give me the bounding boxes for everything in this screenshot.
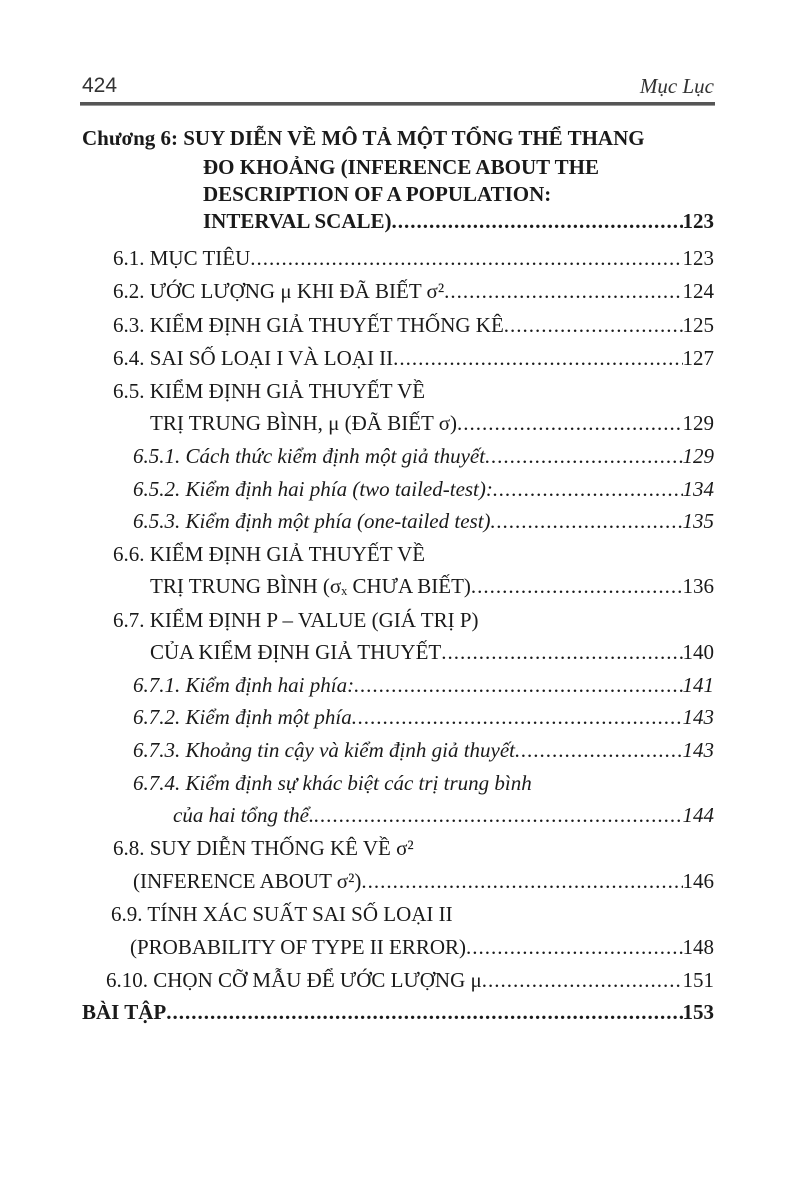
toc-page-number: 136 xyxy=(682,574,714,598)
toc-page-number: 143 xyxy=(682,738,714,762)
toc-entry-title: ĐO KHOẢNG (INFERENCE ABOUT THE xyxy=(203,155,599,179)
toc-page-number: 129 xyxy=(682,411,714,435)
toc-page-number: 123 xyxy=(682,209,714,233)
dot-leader xyxy=(457,409,682,437)
toc-entry-title: 6.5.1. Cách thức kiểm định một giả thuyết xyxy=(133,444,486,468)
toc-entry-title: BÀI TẬP xyxy=(82,1000,167,1024)
toc-entry xyxy=(133,475,714,503)
toc-entry-line xyxy=(113,377,425,405)
toc-entry-title: INTERVAL SCALE) xyxy=(203,209,392,233)
toc-page-number: 146 xyxy=(682,869,714,893)
toc-page-number: 143 xyxy=(682,705,714,729)
toc-page-number: 148 xyxy=(682,935,714,959)
dot-leader xyxy=(441,638,682,666)
toc-page-number: 134 xyxy=(682,477,714,501)
toc-entry-title: 6.8. SUY DIỄN THỐNG KÊ VỀ σ² xyxy=(113,836,414,860)
toc-entry-title: TRỊ TRUNG BÌNH (σₓ CHƯA BIẾT) xyxy=(150,574,471,598)
dot-leader xyxy=(485,442,682,470)
toc-entry-line xyxy=(111,900,453,928)
dot-leader xyxy=(482,966,683,994)
toc-entry-title: 6.6. KIỂM ĐỊNH GIẢ THUYẾT VỀ xyxy=(113,542,426,566)
dot-leader xyxy=(250,244,682,272)
toc-entry-title: 6.9. TÍNH XÁC SUẤT SAI SỐ LOẠI II xyxy=(111,902,453,926)
toc-entry xyxy=(82,998,714,1026)
toc-entry xyxy=(173,801,714,829)
toc-entry-title: 6.2. ƯỚC LƯỢNG μ KHI ĐÃ BIẾT σ² xyxy=(113,279,445,303)
toc-page-number: 140 xyxy=(682,640,714,664)
toc-page-number: 144 xyxy=(682,803,714,827)
dot-leader xyxy=(393,344,682,372)
toc-page-number: 151 xyxy=(682,968,714,992)
toc-entry xyxy=(113,344,714,372)
dot-leader xyxy=(392,207,683,235)
toc-entry xyxy=(133,867,714,895)
toc-entry xyxy=(150,409,714,437)
dot-leader xyxy=(314,801,682,829)
dot-leader xyxy=(352,703,683,731)
toc-entry-title: (PROBABILITY OF TYPE II ERROR) xyxy=(130,935,467,959)
toc-entry xyxy=(130,933,714,961)
toc-entry xyxy=(133,442,714,470)
toc-entry xyxy=(113,277,714,305)
dot-leader xyxy=(166,998,682,1026)
toc-entry-title: CỦA KIỂM ĐỊNH GIẢ THUYẾT xyxy=(150,640,442,664)
toc-entry-line xyxy=(113,540,425,568)
toc-page-number: 125 xyxy=(682,313,714,337)
toc-entry-title: DESCRIPTION OF A POPULATION: xyxy=(203,182,552,206)
toc-entry xyxy=(150,638,714,666)
toc-entry-title: 6.7.4. Kiểm định sự khác biệt các trị trung bình xyxy=(133,771,532,795)
dot-leader xyxy=(471,572,683,600)
page-number: 424 xyxy=(82,74,118,97)
toc-entry-title: TRỊ TRUNG BÌNH, μ (ĐÃ BIẾT σ) xyxy=(150,411,458,435)
toc-entry xyxy=(113,244,714,272)
dot-leader xyxy=(493,475,683,503)
toc-page-number: 153 xyxy=(682,1000,714,1024)
toc-entry xyxy=(203,207,714,235)
toc-entry xyxy=(133,736,714,764)
toc-entry-line xyxy=(82,124,645,152)
toc-entry xyxy=(133,703,714,731)
toc-entry xyxy=(133,671,714,699)
toc-page-number: 129 xyxy=(682,444,714,468)
running-header-title: Mục Lục xyxy=(639,74,714,98)
header-rule xyxy=(80,102,715,106)
toc-entry-title: 6.7.2. Kiểm định một phía xyxy=(133,705,352,729)
toc-entry-title: 6.7.1. Kiểm định hai phía: xyxy=(133,673,355,697)
toc-entry-title: của hai tổng thể. xyxy=(173,803,315,827)
toc-entry-title: 6.10. CHỌN CỠ MẪU ĐỂ ƯỚC LƯỢNG μ xyxy=(106,968,482,992)
toc-entry xyxy=(106,966,714,994)
toc-page-number: 124 xyxy=(682,279,714,303)
toc-entry-title: 6.5.3. Kiểm định một phía (one-tailed test) xyxy=(133,509,491,533)
toc-entry xyxy=(113,311,714,339)
dot-leader xyxy=(466,933,682,961)
toc-page-number: 127 xyxy=(682,346,714,370)
toc-entry-title: (INFERENCE ABOUT σ²) xyxy=(133,869,362,893)
toc-entry xyxy=(133,507,714,535)
toc-entry-title: 6.7.3. Khoảng tin cậy và kiểm định giả thuyết xyxy=(133,738,516,762)
toc-entry-line xyxy=(113,834,414,862)
dot-leader xyxy=(515,736,682,764)
toc-entry-title: 6.7. KIỂM ĐỊNH P – VALUE (GIÁ TRỊ P) xyxy=(113,608,479,632)
toc-entry-line xyxy=(203,180,551,208)
toc-page-number: 141 xyxy=(682,673,714,697)
toc-entry-title: Chương 6: SUY DIỄN VỀ MÔ TẢ MỘT TỔNG THỂ THANG xyxy=(82,126,645,150)
toc-entry-title: 6.1. MỤC TIÊU xyxy=(113,246,251,270)
toc-entry-title: 6.3. KIỂM ĐỊNH GIẢ THUYẾT THỐNG KÊ xyxy=(113,313,504,337)
toc-page-number: 135 xyxy=(682,509,714,533)
toc-entry-line xyxy=(203,153,599,181)
dot-leader xyxy=(354,671,682,699)
dot-leader xyxy=(504,311,683,339)
toc-entry-title: 6.5.2. Kiểm định hai phía (two tailed-test): xyxy=(133,477,493,501)
toc-entry-line xyxy=(113,606,479,634)
toc-page-number: 123 xyxy=(682,246,714,270)
toc-entry xyxy=(150,572,714,600)
toc-entry-title: 6.5. KIỂM ĐỊNH GIẢ THUYẾT VỀ xyxy=(113,379,426,403)
dot-leader xyxy=(361,867,682,895)
dot-leader xyxy=(444,277,682,305)
dot-leader xyxy=(491,507,683,535)
toc-entry-line xyxy=(133,769,532,797)
toc-entry-title: 6.4. SAI SỐ LOẠI I VÀ LOẠI II xyxy=(113,346,394,370)
